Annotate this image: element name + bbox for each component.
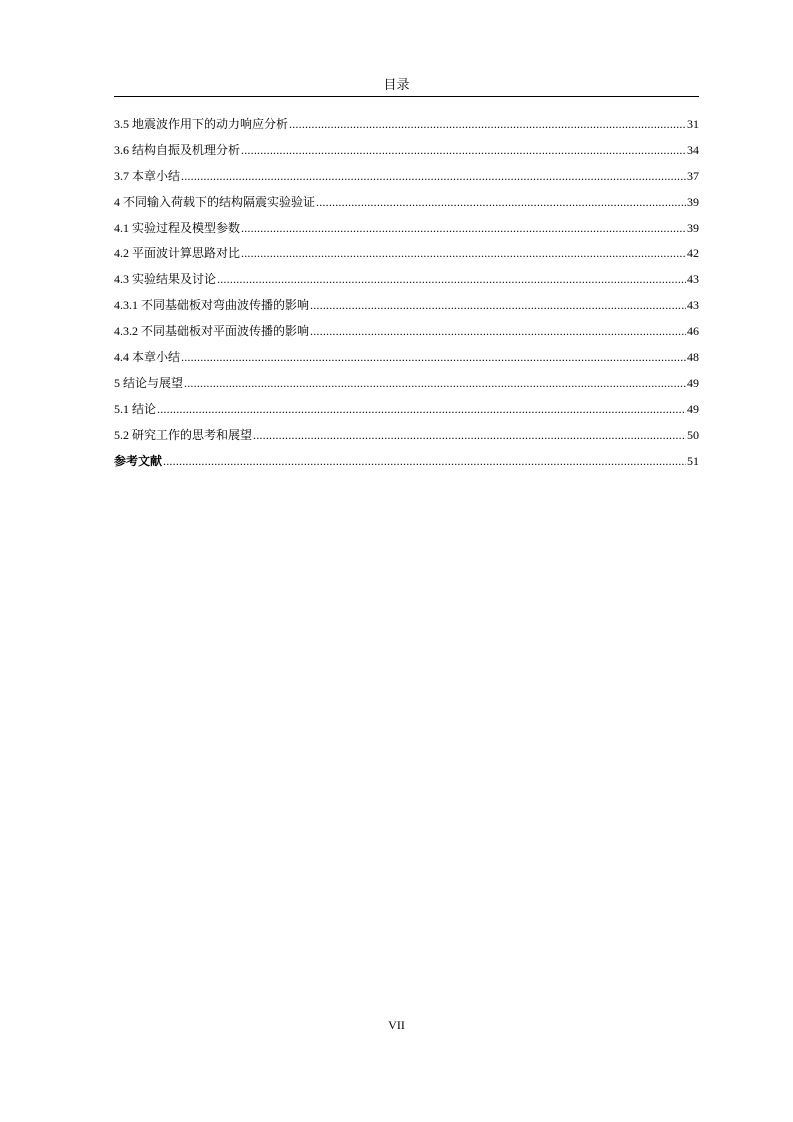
toc-leader-dots [316, 194, 686, 210]
toc-entry-page: 42 [687, 246, 699, 261]
toc-leader-dots [241, 142, 686, 158]
page-header-title: 目录 [383, 77, 410, 92]
toc-entry[interactable] [114, 220, 699, 246]
toc-entry-label: 4.2 平面波计算思路对比 [114, 246, 241, 261]
toc-entry-page: 39 [687, 220, 699, 235]
toc-leader-dots [241, 220, 686, 236]
toc-entry[interactable] [114, 375, 699, 401]
header-divider [114, 96, 699, 97]
toc-entry-page: 46 [687, 324, 699, 339]
toc-entry[interactable] [114, 116, 699, 142]
toc-entry[interactable] [114, 245, 699, 271]
toc-entry-label: 5.2 研究工作的思考和展望 [114, 427, 253, 442]
toc-entry[interactable] [114, 401, 699, 427]
toc-entry-label: 3.7 本章小结 [114, 168, 181, 183]
toc-entry-page: 50 [687, 427, 699, 442]
toc-entry-page: 31 [687, 117, 699, 131]
toc-entry[interactable] [114, 297, 699, 323]
toc-leader-dots [289, 116, 686, 132]
toc-entry[interactable] [114, 168, 699, 194]
toc-entry-page: 49 [687, 375, 699, 390]
toc-leader-dots [217, 271, 686, 287]
toc-leader-dots [184, 375, 686, 391]
toc-entry-label: 5 结论与展望 [114, 375, 184, 390]
toc-entry[interactable] [114, 271, 699, 297]
toc-entry-page: 51 [687, 453, 699, 468]
toc-entry-label: 3.6 结构自振及机理分析 [114, 142, 241, 157]
toc-leader-dots [310, 323, 686, 339]
toc-entry-page: 49 [687, 401, 699, 416]
toc-entry-label: 4 不同输入荷载下的结构隔震实验验证 [114, 194, 316, 209]
toc-leader-dots [181, 349, 686, 365]
toc-leader-dots [157, 401, 686, 417]
toc-leader-dots [241, 245, 686, 261]
page-number: VII [388, 1018, 405, 1032]
toc-leader-dots [310, 297, 686, 313]
toc-entry[interactable] [114, 142, 699, 168]
toc-entry-page: 37 [687, 168, 699, 183]
toc-entry-label: 4.3 实验结果及讨论 [114, 272, 217, 287]
toc-entry-page: 43 [687, 272, 699, 287]
toc-entry-label: 4.3.2 不同基础板对平面波传播的影响 [114, 324, 310, 339]
toc-entry-page: 43 [687, 298, 699, 313]
toc-entry-references[interactable] [114, 453, 699, 479]
toc-entry[interactable] [114, 323, 699, 349]
toc-entry-page: 39 [687, 194, 699, 209]
toc-leader-dots [181, 168, 686, 184]
toc-leader-dots [163, 453, 686, 469]
toc-entry-label: 3.5 地震波作用下的动力响应分析 [114, 117, 289, 131]
toc-leader-dots [253, 427, 686, 443]
toc-entry-page: 34 [687, 142, 699, 157]
toc-entry[interactable] [114, 427, 699, 453]
toc-entry-label: 4.1 实验过程及模型参数 [114, 220, 241, 235]
toc-entry-page: 48 [687, 350, 699, 365]
toc-entry-label: 4.3.1 不同基础板对弯曲波传播的影响 [114, 298, 310, 313]
toc-entry-label: 参考文献 [114, 453, 163, 468]
toc-entry[interactable] [114, 349, 699, 375]
toc-entry-label: 4.4 本章小结 [114, 350, 181, 365]
table-of-contents [114, 116, 699, 478]
toc-entry[interactable] [114, 194, 699, 220]
toc-entry-label: 5.1 结论 [114, 401, 157, 416]
